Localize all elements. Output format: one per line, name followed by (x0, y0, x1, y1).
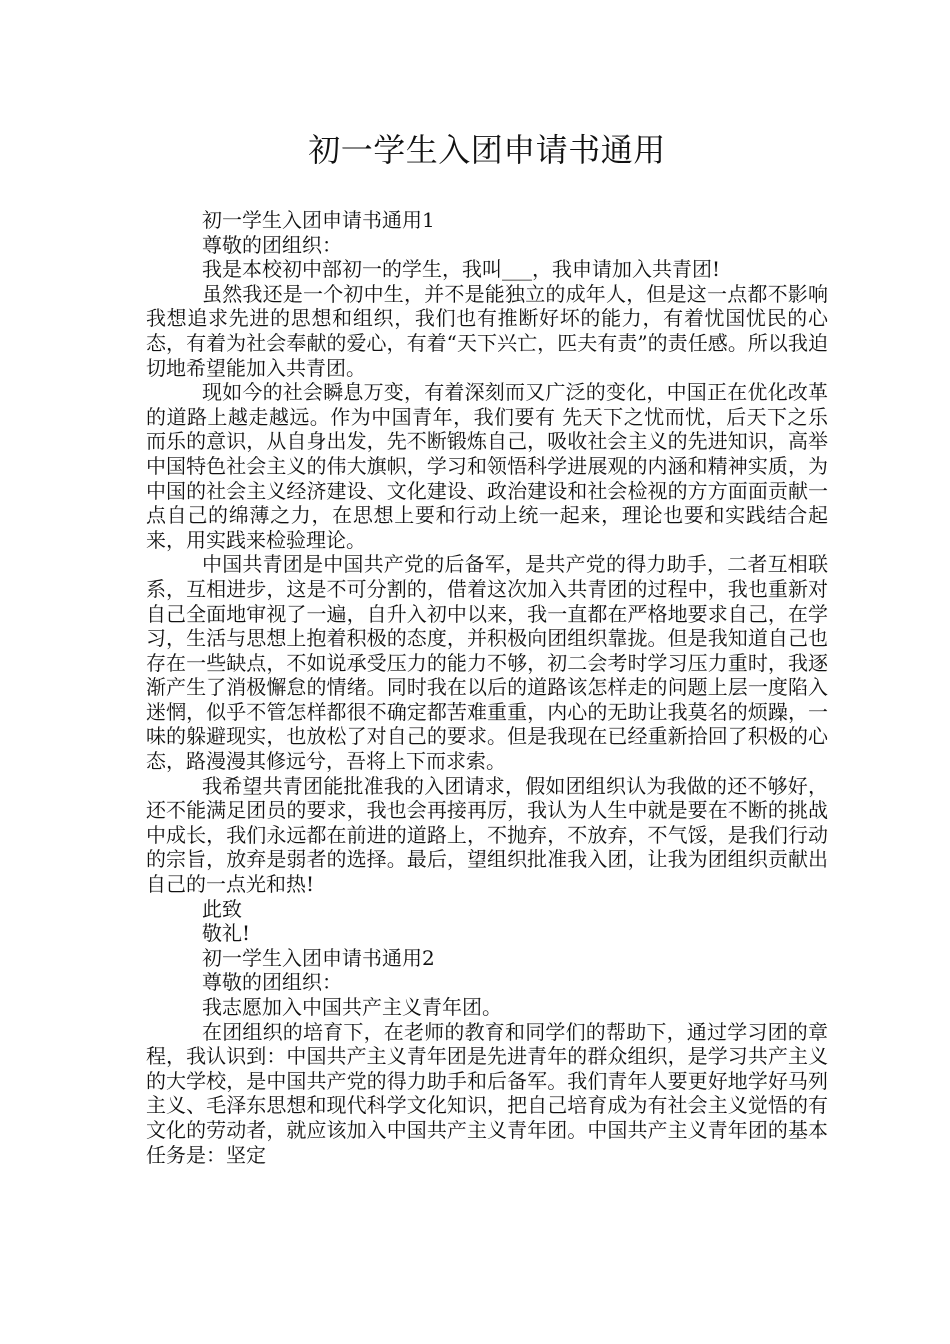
salutation-2: 尊敬的团组织： (202, 970, 342, 995)
paragraph: 在团组织的培育下，在老师的教育和同学们的帮助下，通过学习团的章程，我认识到：中国共产主义青年团是先进青年的群众组织，是学习共产主义的大学校，是中国共产党的得力助手和后备军。我们青年人要更好地学好马列主义、毛泽东思想和现代科学文化知识，把自己培育成为有社会主义觉悟的有文化的劳动者，就应该加入中国共产主义青年团。中国共产主义青年团的基本任务是：坚定 (146, 1019, 828, 1167)
section-heading-2: 初一学生入团申请书通用2 (202, 945, 435, 970)
closing-salute: 敬礼! (202, 921, 251, 946)
paragraph: 现如今的社会瞬息万变，有着深刻而又广泛的变化，中国正在优化改革的道路上越走越远。作为中国青年，我们要有 先天下之忧而忧，后天下之乐而乐的意识，从自身出发，先不断锻炼自己，吸收社会主义的先进知识，高举中国特色社会主义的伟大旗帜，学习和领悟科学进展观的内涵和精神实质，为中国的社会主义经济建设、文化建设、政治建设和社会检视的方方面面贡献一点自己的绵薄之力，在思想上要和行动上统一起来，理论也要和实践结合起来，用实践来检验理论。 (146, 380, 828, 552)
paragraph: 我是本校初中部初一的学生，我叫___，我申请加入共青团! (202, 257, 721, 282)
section-heading-1: 初一学生入团申请书通用1 (202, 208, 435, 232)
document-title: 初一学生入团申请书通用 (308, 131, 666, 169)
paragraph: 虽然我还是一个初中生，并不是能独立的成年人，但是这一点都不影响我想追求先进的思想和组织，我们也有推断好坏的能力，有着忧国忧民的心态，有着为社会奉献的爱心，有着“天下兴亡，匹夫有责”的责任感。所以我迫切地希望能加入共青团。 (146, 281, 828, 380)
closing-line: 此致 (202, 896, 242, 921)
paragraph: 我希望共青团能批准我的入团请求，假如团组织认为我做的还不够好，还不能满足团员的要求，我也会再接再厉，我认为人生中就是要在不断的挑战中成长，我们永远都在前进的道路上，不抛弃，不放弃，不气馁，是我们行动的宗旨，放弃是弱者的选择。最后，望组织批准我入团，让我为团组织贡献出自己的一点光和热! (146, 773, 828, 897)
document-body (146, 208, 828, 1167)
salutation-1: 尊敬的团组织： (202, 232, 342, 257)
paragraph: 中国共青团是中国共产党的后备军，是共产党的得力助手，二者互相联系，互相进步，这是不可分割的，借着这次加入共青团的过程中，我也重新对自己全面地审视了一遍，自升入初中以来，我一直都在严格地要求自己，在学习，生活与思想上抱着积极的态度，并积极向团组织靠拢。但是我知道自己也存在一些缺点，不如说承受压力的能力不够，初二会考时学习压力重时，我逐渐产生了消极懈怠的情绪。同时我在以后的道路该怎样走的问题上层一度陷入迷惘，似乎不管怎样都很不确定都苦难重重，内心的无助让我莫名的烦躁，一味的躲避现实，也放松了对自己的要求。但是我现在已经重新拾回了积极的心态，路漫漫其修远兮，吾将上下而求索。 (146, 552, 828, 774)
paragraph: 我志愿加入中国共产主义青年团。 (202, 995, 502, 1019)
